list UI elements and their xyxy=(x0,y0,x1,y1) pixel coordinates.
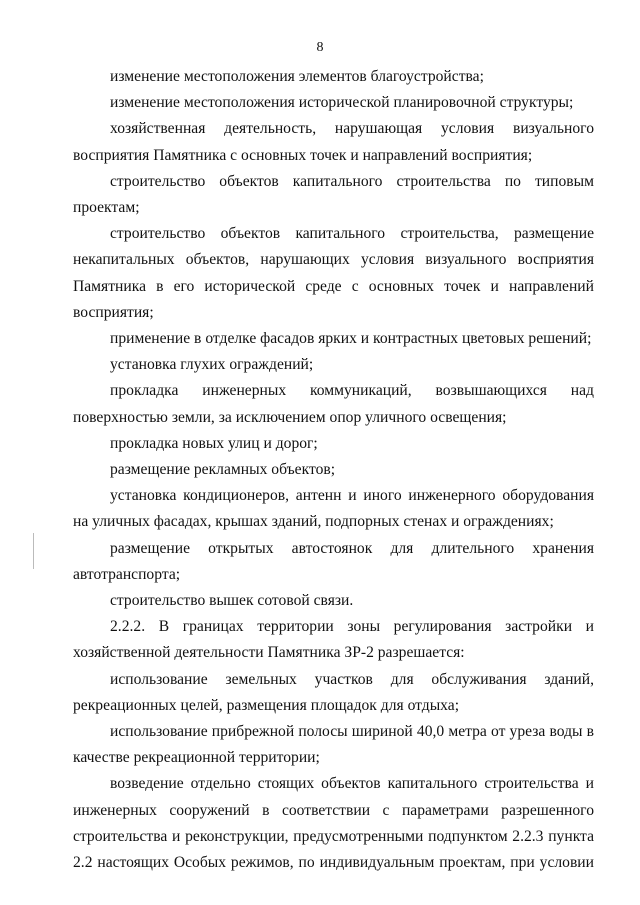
paragraph: строительство вышек сотовой связи. xyxy=(110,592,354,610)
paragraph: прокладка инженерных коммуникаций, возвышающихся над поверхностью земли, за исключением опор уличного освещения; xyxy=(73,382,594,426)
paragraph: возведение отдельно стоящих объектов капитального строительства и инженерных сооружений в соответствии с параметрами разрешенного строительства и реконструкции, предусмотренными подпунктом 2.2.3 пункта 2.2 настоящих Особых режимов, по индивидуальным проектам, при условии xyxy=(73,775,594,872)
paragraph: прокладка новых улиц и дорог; xyxy=(110,434,318,452)
paragraph: изменение местоположения элементов благоустройства; xyxy=(110,68,484,85)
paragraph: строительство объектов капитального строительства по типовым проектам; xyxy=(73,172,594,217)
paragraph: использование земельных участков для обслуживания зданий, рекреационных целей, размещения площадок для отдыха; xyxy=(73,670,594,714)
body-text xyxy=(73,64,594,876)
paragraph: установка кондиционеров, антенн и иного инженерного оборудования на уличных фасадах, крышах зданий, подпорных стенах и ограждениях; xyxy=(73,487,594,531)
paragraph: размещение рекламных объектов; xyxy=(110,461,336,479)
paragraph: использование прибрежной полосы шириной 40,0 метра от уреза воды в качестве рекреационной территории; xyxy=(73,723,594,767)
paragraph: установка глухих ограждений; xyxy=(110,356,314,374)
page-number: 8 xyxy=(316,40,324,55)
paragraph: хозяйственная деятельность, нарушающая условия визуального восприятия Памятника с основных точек и направлений восприятия; xyxy=(73,120,594,164)
paragraph: размещение открытых автостоянок для длительного хранения автотранспорта; xyxy=(73,539,594,583)
paragraph: 2.2.2. В границах территории зоны регулирования застройки и хозяйственной деятельности Памятника ЗР-2 разрешается: xyxy=(73,618,594,662)
paragraph: строительство объектов капитального строительства, размещение некапитальных объектов, нарушающих условия визуального восприятия Памятника в его исторической среде с основных точек и направлений восприятия; xyxy=(73,225,594,321)
paragraph: применение в отделке фасадов ярких и контрастных цветовых решений; xyxy=(110,330,592,348)
paragraph: изменение местоположения исторической планировочной структуры; xyxy=(110,94,574,112)
margin-mark xyxy=(33,533,34,569)
